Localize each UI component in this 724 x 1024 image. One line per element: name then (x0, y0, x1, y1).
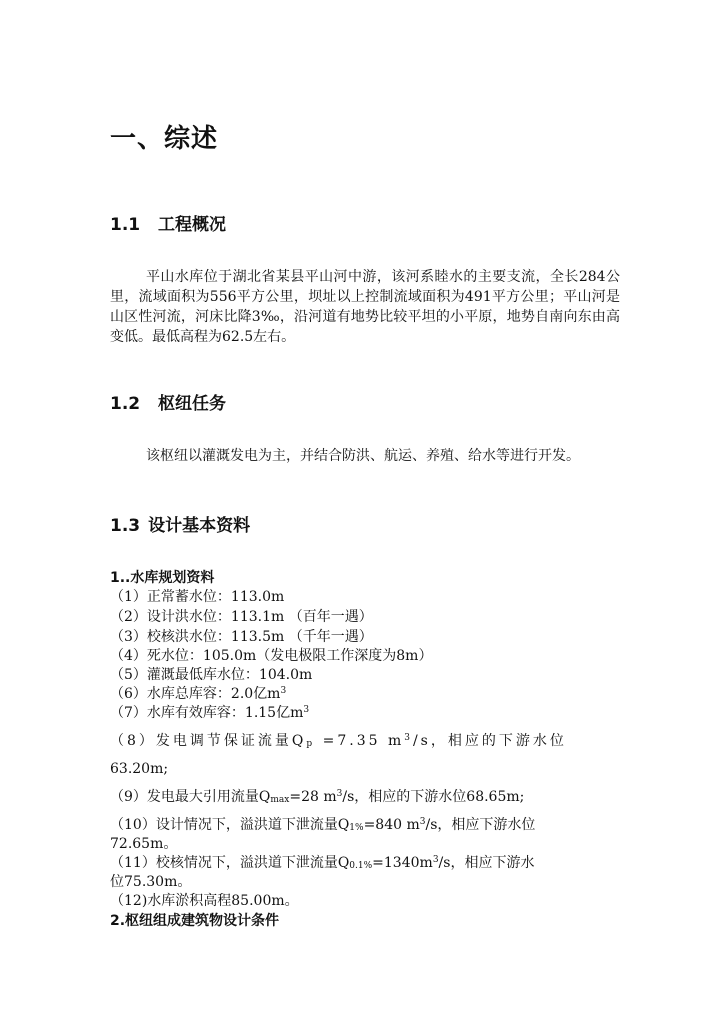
list-item: （5）灌溉最低库水位：104.0m (110, 667, 313, 683)
list-item: （11）校核情况下，溢洪道下泄流量$Q0.1\%=1340m^3/s$，相应下游水 (110, 855, 535, 871)
list-item: （12)水库淤积高程85.00m。 (110, 893, 299, 909)
section-title: 设计基本资料 (148, 516, 251, 536)
section-1-2-paragraph: 该枢纽以灌溉发电为主，并结合防洪、航运、养殖、给水等进行开发。 (146, 448, 580, 464)
section-heading-1-2 (110, 389, 226, 414)
list-item: （1）正常蓄水位：113.0m (110, 589, 285, 605)
list-item: （8）发电调节保证流量Qp =7.35 $m^3/s$，相应的下游水位 (110, 733, 567, 749)
section-title: 工程概况 (158, 215, 226, 235)
list-item-continuation: 位75.30m。 (110, 874, 192, 890)
section-title: 枢纽任务 (158, 394, 226, 414)
chapter-heading: 一、综述 (110, 124, 219, 154)
section-number: 1.2 (110, 394, 141, 414)
list-item: （2）设计洪水位：113.1m （百年一遇） (110, 609, 373, 625)
list-item: （7）水库有效库容：1.15亿$m^3$ (110, 705, 310, 721)
list-item-continuation: 63.20m; (110, 761, 169, 777)
subsection-heading-reservoir: 1..水库规划资料 (110, 570, 215, 586)
list-item: （10）设计情况下，溢洪道下泄流量Q1%=840 $m^3/s$，相应下游水位 (110, 817, 536, 833)
section-1-1-paragraph: 平山水库位于湖北省某县平山河中游，该河系睦水的主要支流，全长284公里，流域面积为556平方公里，坝址以上控制流域面积为491平方公里；平山河是山区性河流，河床比降3‰，沿河道有地势比较平坦的小平原，地势自南向东由高变低。最低高程为62.5左右。 (110, 269, 620, 345)
list-item: （3）校核洪水位：113.5m （千年一遇） (110, 629, 373, 645)
section-heading-1-1 (110, 210, 226, 235)
list-item-continuation: 72.65m。 (110, 836, 178, 852)
subsection-heading-structures: 2.枢纽组成建筑物设计条件 (110, 913, 280, 929)
list-item: （4）死水位：105.0m（发电极限工作深度为8m） (110, 648, 433, 664)
section-heading-1-3 (110, 511, 250, 536)
list-item: （9）发电最大引用流量Qmax=28 $m^3/s$，相应的下游水位68.65m; (110, 789, 525, 805)
section-number: 1.1 (110, 215, 141, 235)
section-number: 1.3 (110, 516, 141, 536)
list-item: （6）水库总库容：2.0亿$m^3$ (110, 686, 287, 702)
